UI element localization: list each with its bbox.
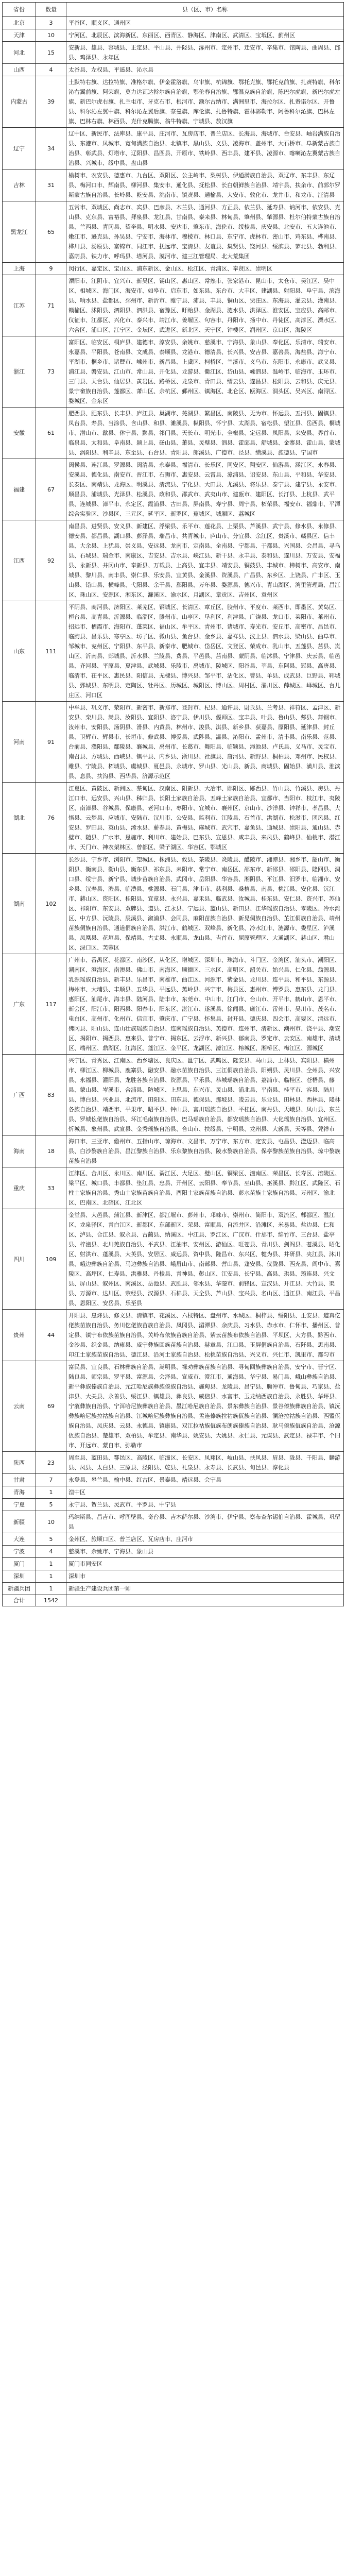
names-cell: 太谷县、左权县、平遥县、沁水县 xyxy=(66,64,344,76)
names-cell: 闵行区、嘉定区、宝山区、浦东新区、金山区、松江区、青浦区、奉贤区、崇明区 xyxy=(66,263,344,275)
province-cell: 宁波 xyxy=(3,1546,36,1558)
province-cell: 安徽 xyxy=(3,408,36,459)
table-row xyxy=(3,1511,344,1533)
count-cell: 73 xyxy=(36,336,66,408)
table-row xyxy=(3,336,344,408)
table-row xyxy=(3,1499,344,1511)
count-cell: 65 xyxy=(36,201,66,263)
province-cell: 江苏 xyxy=(3,275,36,336)
names-cell: 安新县、雄县、容城县、正定县、平山县、井陉县、涿州市、定州市、迁安市、辛集市、馆陶县、曲周县、邱县、鸡泽县、永年区 xyxy=(66,42,344,64)
count-cell: 1 xyxy=(36,1570,66,1583)
province-cell: 湖北 xyxy=(3,783,36,854)
table-row xyxy=(3,1452,344,1474)
header-row xyxy=(3,3,344,17)
table-row xyxy=(3,1361,344,1452)
province-cell: 河北 xyxy=(3,42,36,64)
province-cell: 吉林 xyxy=(3,170,36,201)
names-cell: 土默特右旗、达拉特旗、准格尔旗、伊金霍洛旗、乌审旗、杭锦旗、鄂托克旗、鄂托克前旗、扎赉特旗、科尔沁右翼前旗、阿荣旗、莫力达瓦达斡尔族自治旗、鄂伦春自治旗、鄂温克族自治旗、陈巴尔虎旗、新巴尔虎左旗、新巴尔虎右旗、扎兰屯市、牙克石市、根河市、额尔古纳市、满洲里市、海拉尔区、扎赉诺尔区、开鲁县、科尔沁左翼中旗、科尔沁左翼后旗、奈曼旗、库伦旗、扎鲁特旗、霍林郭勒市、阿鲁科尔沁旗、巴林左旗、巴林右旗、林西县、克什克腾旗、翁牛特旗、宁城县、敖汉旗 xyxy=(66,76,344,128)
table-row xyxy=(3,1595,344,1606)
province-cell: 新疆兵团 xyxy=(3,1583,36,1595)
names-cell: 平阴县、商河县、济阳区、莱芜区、钢城区、长清区、章丘区、胶州市、平度市、莱西市、即墨区、黄岛区、桓台县、高青县、沂源县、临淄区、滕州市、山亭区、垦利区、利津县、广饶县、龙口市、莱阳市、莱州市、招远市、栖霞市、海阳市、蓬莱区、福山区、牟平区、青州市、诸城市、寿光市、安丘市、高密市、昌邑市、临朐县、昌乐县、寒亭区、坊子区、微山县、鱼台县、金乡县、嘉祥县、汶上县、泗水县、梁山县、曲阜市、邹城市、兖州区、宁阳县、东平县、新泰市、肥城市、岱岳区、文登区、荣成市、乳山市、五莲县、莒县、岚山区、沂南县、郯城县、沂水县、兰陵县、费县、平邑县、莒南县、蒙阴县、临沭县、宁津县、庆云县、临邑县、齐河县、平原县、夏津县、武城县、乐陵市、禹城市、陵城区、阳谷县、莘县、东阿县、冠县、高唐县、临清市、茌平区、惠民县、阳信县、无棣县、博兴县、邹平市、沾化区、曹县、单县、成武县、巨野县、郓城县、鄄城县、东明县、定陶区、牡丹区、历城区、城阳区、博山区、周村区、淄川区、薛城区、峄城区、台儿庄区、河口区 xyxy=(66,601,344,702)
table-row xyxy=(3,1474,344,1486)
names-cell xyxy=(66,1595,344,1606)
province-cell: 四川 xyxy=(3,1209,36,1310)
province-cell: 深圳 xyxy=(3,1570,36,1583)
names-cell: 开阳县、息烽县、修文县、清镇市、花溪区、六枝特区、盘州市、水城区、桐梓县、绥阳县、正安县、道真仡佬族苗族自治县、务川仡佬族苗族自治县、凤冈县、湄潭县、余庆县、习水县、赤水市、仁怀市、播州区、普定县、镇宁布依族苗族自治县、关岭布依族苗族自治县、紫云苗族布依族自治县、平坝区、大方县、黔西市、金沙县、织金县、纳雍县、威宁彝族回族苗族自治县、赫章县、江口县、玉屏侗族自治县、石阡县、思南县、印江土家族苗族自治县、德江县、沿河土家族自治县、松桃苗族自治县、兴义市、兴仁市、凯里市、都匀市 xyxy=(66,1310,344,1361)
county-list-table xyxy=(2,2,344,1606)
count-cell: 18 xyxy=(36,1136,66,1167)
count-cell: 1 xyxy=(36,1558,66,1570)
names-cell: 永宁县、贺兰县、灵武市、平罗县、中宁县 xyxy=(66,1499,344,1511)
table-row xyxy=(3,1486,344,1499)
names-cell: 辽中区、新民市、法库县、康平县、庄河市、瓦房店市、普兰店区、长海县、海城市、台安县、岫岩满族自治县、东港市、凤城市、宽甸满族自治县、北镇市、黑山县、义县、凌海市、盖州市、大石桥市、阜新蒙古族自治县、彰武县、灯塔市、辽阳县、昌图县、开原市、铁岭县、西丰县、建平县、凌源市、喀喇沁左翼蒙古族自治县、兴城市、绥中县、盘山县 xyxy=(66,128,344,170)
count-cell: 33 xyxy=(36,1167,66,1209)
names-cell: 新疆生产建设兵团第一师 xyxy=(66,1583,344,1595)
names-cell: 富阳区、临安区、桐庐县、建德市、淳安县、余姚市、慈溪市、宁海县、象山县、奉化区、乐清市、瑞安市、永嘉县、平阳县、苍南县、文成县、泰顺县、龙港市、德清县、长兴县、安吉县、嘉善县、海盐县、海宁市、平湖市、桐乡市、诸暨市、嵊州市、新昌县、上虞区、柯桥区、兰溪市、义乌市、东阳市、永康市、武义县、浦江县、磐安县、江山市、常山县、开化县、龙游县、衢江区、岱山县、嵊泗县、温岭市、临海市、玉环市、三门县、天台县、仙居县、黄岩区、路桥区、龙泉市、青田县、缙云县、遂昌县、松阳县、云和县、庆元县、景宁畲族自治县、莲都区、萧山区、余杭区、鄞州区、镇海区、北仑区、瓯海区、洞头区、吴兴区、南浔区、婺城区、金东区 xyxy=(66,336,344,408)
province-cell: 合计 xyxy=(3,1595,36,1606)
count-cell: 61 xyxy=(36,408,66,459)
province-cell: 重庆 xyxy=(3,1167,36,1209)
table-row xyxy=(3,1310,344,1361)
count-cell: 76 xyxy=(36,783,66,854)
names-cell: 江夏区、黄陂区、新洲区、蔡甸区、汉南区、阳新县、大冶市、郧阳区、郧西县、竹山县、竹溪县、房县、丹江口市、远安县、兴山县、秭归县、长阳土家族自治县、五峰土家族自治县、宜都市、当阳市、枝江市、夷陵区、南漳县、谷城县、保康县、老河口市、枣阳市、宜城市、襄州区、京山市、沙洋县、钟祥市、孝昌县、大悟县、云梦县、应城市、安陆市、汉川市、公安县、监利市、江陵县、石首市、洪湖市、松滋市、团风县、红安县、罗田县、英山县、浠水县、蕲春县、黄梅县、麻城市、武穴市、嘉鱼县、通城县、崇阳县、通山县、赤壁市、随县、广水市、恩施市、利川市、建始县、巴东县、宣恩县、咸丰县、来凤县、鹤峰县、仙桃市、潜江市、天门市、神农架林区、曾都区、梁子湖区、华容区、鄂城区 xyxy=(66,783,344,854)
province-cell: 青海 xyxy=(3,1486,36,1499)
count-cell: 69 xyxy=(36,1361,66,1452)
table-body xyxy=(3,17,344,1606)
province-cell: 广东 xyxy=(3,954,36,1055)
count-cell: 4 xyxy=(36,1546,66,1558)
names-cell: 金州区、旅顺口区、普兰店区、瓦房店市、庄河市 xyxy=(66,1533,344,1546)
province-cell: 甘肃 xyxy=(3,1474,36,1486)
count-cell: 5 xyxy=(36,1533,66,1546)
table-header xyxy=(3,3,344,17)
count-cell: 91 xyxy=(36,702,66,783)
count-cell: 71 xyxy=(36,275,66,336)
table-row xyxy=(3,29,344,42)
names-cell: 富民县、宜良县、石林彝族自治县、嵩明县、禄劝彝族苗族自治县、寻甸回族彝族自治县、安宁市、晋宁区、陆良县、师宗县、罗平县、富源县、会泽县、宣威市、澄江市、通海县、华宁县、易门县、峨山彝族自治县、新平彝族傣族自治县、元江哈尼族彝族傣族自治县、施甸县、龙陵县、昌宁县、腾冲市、鲁甸县、巧家县、盐津县、大关县、永善县、绥江县、镇雄县、彝良县、威信县、水富市、玉龙纳西族自治县、永胜县、华坪县、宁蒗彝族自治县、宁洱哈尼族彝族自治县、墨江哈尼族自治县、景东彝族自治县、景谷傣族彝族自治县、镇沅彝族哈尼族拉祜族自治县、江城哈尼族彝族自治县、孟连傣族拉祜族佤族自治县、澜沧拉祜族自治县、西盟佤族自治县、凤庆县、云县、永德县、镇康县、双江拉祜族佤族布朗族傣族自治县、耿马傣族佤族自治县、沧源佤族自治县、楚雄市、双柏县、牟定县、南华县、姚安县、大姚县、永仁县、元谋县、武定县、禄丰市、个旧市、开远市、蒙自市、弥勒市 xyxy=(66,1361,344,1452)
names-cell: 南昌县、进贤县、安义县、新建区、浮梁县、乐平市、莲花县、上栗县、芦溪县、武宁县、修水县、永修县、德安县、都昌县、湖口县、彭泽县、瑞昌市、共青城市、庐山市、分宜县、余江区、贵溪市、赣县区、信丰县、大余县、上犹县、崇义县、安远县、龙南市、定南县、全南县、宁都县、于都县、兴国县、会昌县、寻乌县、石城县、瑞金市、南康区、吉安县、吉水县、峡江县、新干县、永丰县、泰和县、遂川县、万安县、安福县、永新县、井冈山市、奉新县、万载县、上高县、宜丰县、靖安县、铜鼓县、丰城市、樟树市、高安市、南城县、黎川县、南丰县、崇仁县、乐安县、宜黄县、金溪县、资溪县、广昌县、东乡区、上饶县、广丰区、玉山县、铅山县、横峰县、弋阳县、余干县、鄱阳县、万年县、婺源县、德兴市、青山湖区、湾里管理局、昌江区、珠山区、安源区、湘东区、濂溪区、渝水区、月湖区、章贡区、吉州区、袁州区 xyxy=(66,520,344,601)
province-cell: 云南 xyxy=(3,1361,36,1452)
count-cell: 83 xyxy=(36,1055,66,1136)
table-row xyxy=(3,854,344,954)
province-cell: 大连 xyxy=(3,1533,36,1546)
table-row xyxy=(3,783,344,854)
table-row xyxy=(3,1533,344,1546)
count-cell: 117 xyxy=(36,954,66,1055)
province-cell: 浙江 xyxy=(3,336,36,408)
names-cell: 周至县、蓝田县、鄠邑区、高陵区、临潼区、长安区、凤翔区、岐山县、扶风县、眉县、陇县、千阳县、麟游县、凤县、太白县、三原县、泾阳县、乾县、礼泉县、永寿县、长武县、旬邑县、淳化县 xyxy=(66,1452,344,1474)
count-cell: 4 xyxy=(36,64,66,76)
table-row xyxy=(3,17,344,29)
province-cell: 新疆 xyxy=(3,1511,36,1533)
table-row xyxy=(3,459,344,520)
count-cell: 31 xyxy=(36,170,66,201)
count-cell: 39 xyxy=(36,76,66,128)
province-cell: 天津 xyxy=(3,29,36,42)
province-cell: 北京 xyxy=(3,17,36,29)
names-cell: 兴宁区、青秀区、江南区、西乡塘区、良庆区、邕宁区、武鸣区、隆安县、马山县、上林县、宾阳县、横州市、柳江区、柳城县、鹿寨县、融安县、融水苗族自治县、三江侗族自治县、阳朔县、灵川县、全州县、兴安县、永福县、灌阳县、龙胜各族自治县、资源县、平乐县、恭城瑶族自治县、荔浦市、临桂区、苍梧县、藤县、蒙山县、岑溪市、合浦县、防城区、上思县、东兴市、灵山县、浦北县、平南县、桂平市、容县、陆川县、博白县、兴业县、北流市、田阳区、田东县、德保县、那坡县、凌云县、乐业县、田林县、西林县、隆林各族自治县、靖西市、平果市、昭平县、钟山县、富川瑶族自治县、平桂区、南丹县、天峨县、凤山县、东兰县、罗城仫佬族自治县、环江毛南族自治县、巴马瑶族自治县、都安瑶族自治县、大化瑶族自治县、宜州区、忻城县、象州县、武宣县、金秀瑶族自治县、合山市、扶绥县、宁明县、龙州县、大新县、天等县、凭祥市 xyxy=(66,1055,344,1136)
province-cell: 陕西 xyxy=(3,1452,36,1474)
table-row xyxy=(3,601,344,702)
count-cell: 102 xyxy=(36,854,66,954)
table-row xyxy=(3,520,344,601)
names-cell: 中牟县、巩义市、荥阳市、新密市、新郑市、登封市、杞县、通许县、尉氏县、兰考县、祥符区、孟津区、新安县、栾川县、嵩县、汝阳县、宜阳县、洛宁县、伊川县、偃师区、宝丰县、叶县、鲁山县、郏县、舞钢市、汝州市、安阳县、汤阴县、滑县、内黄县、林州市、浚县、淇县、新乡县、获嘉县、原阳县、延津县、封丘县、卫辉市、辉县市、长垣市、修武县、博爱县、武陟县、温县、沁阳市、孟州市、清丰县、南乐县、范县、台前县、濮阳县、鄢陵县、襄城县、禹州市、长葛市、舞阳县、临颍县、渑池县、卢氏县、义马市、灵宝市、南召县、方城县、西峡县、镇平县、内乡县、淅川县、社旗县、唐河县、新野县、桐柏县、邓州市、民权县、睢县、宁陵县、柘城县、虞城县、夏邑县、永城市、罗山县、光山县、新县、商城县、固始县、潢川县、淮滨县、息县、扶沟县、西华县、济源示范区 xyxy=(66,702,344,783)
header-names: 县（区、市）名称 xyxy=(66,3,344,17)
count-cell: 67 xyxy=(36,459,66,520)
names-cell: 平谷区、顺义区、通州区 xyxy=(66,17,344,29)
names-cell: 宁河区、北辰区、滨海新区、东丽区、西青区、静海区、津南区、武清区、宝坻区、蓟州区 xyxy=(66,29,344,42)
province-cell: 福建 xyxy=(3,459,36,520)
table-row xyxy=(3,42,344,64)
province-cell: 山东 xyxy=(3,601,36,702)
count-cell: 92 xyxy=(36,520,66,601)
count-cell: 23 xyxy=(36,1452,66,1474)
header-province: 省份 xyxy=(3,3,36,17)
count-cell: 10 xyxy=(36,29,66,42)
header-count: 数量 xyxy=(36,3,66,17)
table-row xyxy=(3,170,344,201)
names-cell: 闽侯县、连江县、罗源县、闽清县、永泰县、福清市、长乐区、同安区、翔安区、仙游县、涵江区、永春县、安溪县、德化县、南安市、晋江市、石狮市、惠安县、云霄县、漳浦县、诏安县、东山县、平和县、华安县、长泰区、南靖县、龙海区、明溪县、清流县、宁化县、大田县、尤溪县、将乐县、泰宁县、建宁县、永安市、顺昌县、浦城县、光泽县、松溪县、政和县、邵武市、武夷山市、建瓯市、建阳区、长汀县、上杭县、武平县、连城县、漳平市、永定区、霞浦县、古田县、屏南县、寿宁县、周宁县、柘荣县、福安市、福鼎市、平潭综合实验区、沙县区、三元区、延平区、新罗区、蕉城区、城厢区、荔城区 xyxy=(66,459,344,520)
names-cell: 永登县、皋兰县、榆中县、红古区、景泰县、靖远县、会宁县 xyxy=(66,1474,344,1486)
province-cell: 河南 xyxy=(3,702,36,783)
table-row xyxy=(3,1136,344,1167)
province-cell: 贵州 xyxy=(3,1310,36,1361)
count-cell: 111 xyxy=(36,601,66,702)
count-cell: 5 xyxy=(36,1499,66,1511)
table-row xyxy=(3,408,344,459)
province-cell: 辽宁 xyxy=(3,128,36,170)
province-cell: 黑龙江 xyxy=(3,201,36,263)
table-row xyxy=(3,954,344,1055)
names-cell: 长沙县、宁乡市、浏阳市、望城区、株洲县、攸县、茶陵县、炎陵县、醴陵市、湘潭县、湘乡市、韶山市、衡阳县、衡南县、衡山县、衡东县、祁东县、耒阳市、常宁市、南岳区、邵东市、新邵县、邵阳县、隆回县、洞口县、绥宁县、新宁县、城步苗族自治县、武冈市、岳阳县、华容县、湘阴县、平江县、汨罗市、临湘市、安乡县、汉寿县、澧县、临澧县、桃源县、石门县、津市市、慈利县、桑植县、南县、桃江县、安化县、沅江市、赫山区、资阳区、桂阳县、宜章县、永兴县、嘉禾县、临武县、汝城县、桂东县、安仁县、资兴市、苏仙区、祁阳市、东安县、双牌县、道县、江永县、宁远县、蓝山县、新田县、江华瑶族自治县、零陵区、冷水滩区、中方县、沅陵县、辰溪县、溆浦县、会同县、麻阳苗族自治县、新晃侗族自治县、芷江侗族自治县、靖州苗族侗族自治县、通道侗族自治县、洪江市、鹤城区、双峰县、新化县、冷水江市、涟源市、娄星区、泸溪县、凤凰县、花垣县、保靖县、古丈县、永顺县、龙山县、吉首市、屈原管理区、大通湖区、赫山区、君山区、渌口区、芙蓉区 xyxy=(66,854,344,954)
province-cell: 广西 xyxy=(3,1055,36,1136)
names-cell: 湟中区 xyxy=(66,1486,344,1499)
table-row xyxy=(3,702,344,783)
count-cell: 34 xyxy=(36,128,66,170)
table-row xyxy=(3,1583,344,1595)
count-cell: 9 xyxy=(36,263,66,275)
count-cell: 1542 xyxy=(36,1595,66,1606)
count-cell: 3 xyxy=(36,17,66,29)
table-row xyxy=(3,1570,344,1583)
names-cell: 广州市、番禺区、花都区、南沙区、从化区、增城区、深圳市、珠海市、斗门区、金湾区、汕头市、潮阳区、潮南区、澄海区、南澳县、佛山市、南海区、顺德区、三水区、高明区、韶关市、始兴县、仁化县、翁源县、乳源瑶族自治县、新丰县、乐昌市、南雄市、曲江区、河源市、紫金县、龙川县、连平县、和平县、东源县、梅州市、大埔县、丰顺县、五华县、平远县、蕉岭县、兴宁市、梅县区、惠州市、博罗县、惠东县、龙门县、惠阳区、汕尾市、海丰县、陆河县、陆丰市、东莞市、中山市、江门市、台山市、开平市、鹤山市、恩平市、新会区、阳江市、阳西县、阳春市、阳东区、湛江市、遂溪县、徐闻县、廉江市、雷州市、吴川市、茂名市、电白区、高州市、化州市、信宜市、肇庆市、广宁县、怀集县、封开县、德庆县、四会市、高要区、清远市、佛冈县、阳山县、连山壮族瑶族自治县、连南瑶族自治县、英德市、连州市、清新区、潮州市、饶平县、潮安区、揭阳市、揭西县、惠来县、普宁市、揭东区、云浮市、新兴县、郁南县、罗定市、云安区、南雄市、清城区、端州区、鼎湖区、江海区、蓬江区、金平区、龙湖区、濠江区、榕城区、湘桥区、梅江区、源城区 xyxy=(66,954,344,1055)
table-row xyxy=(3,76,344,128)
names-cell: 榆树市、农安县、德惠市、九台区、双阳区、公主岭市、梨树县、伊通满族自治县、双辽市、东丰县、东辽县、梅河口市、辉南县、柳河县、集安市、通化县、抚松县、长白朝鲜族自治县、靖宇县、扶余市、前郭尔罗斯蒙古族自治县、长岭县、乾安县、洮南市、镇赉县、通榆县、大安市、敦化市、龙井市、和龙市、汪清县 xyxy=(66,170,344,201)
names-cell: 肥西县、肥东县、长丰县、庐江县、巢湖市、芜湖县、繁昌区、南陵县、无为市、怀远县、五河县、固镇县、凤台县、寿县、当涂县、含山县、和县、濉溪县、枞阳县、怀宁县、太湖县、宿松县、望江县、岳西县、桐城市、潜山市、歙县、休宁县、黟县、祁门县、天长市、明光市、全椒县、定远县、凤阳县、来安县、界首市、临泉县、太和县、阜南县、颍上县、砀山县、萧县、灵璧县、泗县、霍邱县、舒城县、金寨县、霍山县、蒙城县、涡阳县、利辛县、东至县、石台县、青阳县、郎溪县、广德市、泾县、绩溪县、旌德县、宁国市 xyxy=(66,408,344,459)
table-row xyxy=(3,1558,344,1570)
province-cell: 海南 xyxy=(3,1136,36,1167)
province-cell: 湖南 xyxy=(3,854,36,954)
table-row xyxy=(3,1167,344,1209)
count-cell: 109 xyxy=(36,1209,66,1310)
names-cell: 慈溪市、余姚市、宁海县、象山县 xyxy=(66,1546,344,1558)
table-row xyxy=(3,1546,344,1558)
count-cell: 1 xyxy=(36,1486,66,1499)
names-cell: 金堂县、大邑县、蒲江县、新津区、都江堰市、彭州市、邛崃市、崇州市、简阳市、双流区、郫都区、温江区、龙泉驿区、青白江区、新都区、东部新区、荣县、富顺县、自流井区、沿滩区、米易县、盐边县、仁和区、泸县、合江县、叙永县、古蔺县、纳溪区、中江县、罗江区、广汉市、什邡市、绵竹市、三台县、盐亭县、梓潼县、北川羌族自治县、平武县、江油市、安州区、游仙区、旺苍县、青川县、剑阁县、苍溪县、昭化区、射洪市、蓬溪县、大英县、安居区、威远县、资中县、隆昌市、东兴区、犍为县、井研县、夹江县、沐川县、峨边彝族自治县、马边彝族自治县、峨眉山市、南部县、营山县、蓬安县、仪陇县、西充县、阆中市、嘉陵区、高坪区、仁寿县、洪雅县、丹棱县、青神县、彭山区、江安县、长宁县、高县、珙县、筠连县、兴文县、屏山县、叙州区、南溪区、岳池县、武胜县、邻水县、华蓥市、前锋区、宣汉县、开江县、大竹县、渠县、万源市、达川区、荥经县、汉源县、石棉县、天全县、芦山县、宝兴县、名山区、通江县、南江县、平昌县、恩阳区、安岳县、乐至县 xyxy=(66,1209,344,1310)
names-cell: 溧阳市、江阴市、宜兴市、新吴区、锡山区、惠山区、常熟市、张家港市、昆山市、太仓市、吴江区、吴中区、相城区、海门区、海安市、如皋市、启东市、如东县、东台市、大丰区、建湖县、射阳县、阜宁县、滨海县、响水县、盐都区、邳州市、新沂市、睢宁县、沛县、丰县、铜山区、贾汪区、东海县、灌云县、灌南县、赣榆区、沭阳县、泗阳县、泗洪县、宿豫区、盱眙县、金湖县、涟水县、洪泽区、淮安区、宝应县、高邮市、仪征市、江都区、兴化市、泰兴市、靖江市、姜堰区、句容市、丹阳市、扬中市、丹徒区、高淳区、溧水区、六合区、浦口区、江宁区、金坛区、武进区、新北区、天宁区、钟楼区、润州区、京口区、海陵区 xyxy=(66,275,344,336)
table-row xyxy=(3,1209,344,1310)
province-cell: 江西 xyxy=(3,520,36,601)
count-cell: 10 xyxy=(36,1511,66,1533)
table-row xyxy=(3,201,344,263)
province-cell: 厦门 xyxy=(3,1558,36,1570)
province-cell: 山西 xyxy=(3,64,36,76)
province-cell: 内蒙古 xyxy=(3,76,36,128)
count-cell: 7 xyxy=(36,1474,66,1486)
names-cell: 深圳市 xyxy=(66,1570,344,1583)
table-row xyxy=(3,263,344,275)
table-row xyxy=(3,1055,344,1136)
count-cell: 15 xyxy=(36,42,66,64)
province-cell: 上海 xyxy=(3,263,36,275)
count-cell: 1 xyxy=(36,1583,66,1595)
names-cell: 玛纳斯县、昌吉市、呼图壁县、奇台县、吉木萨尔县、沙湾市、伊宁县、察布查尔锡伯自治县、霍城县、巩留县 xyxy=(66,1511,344,1533)
names-cell: 江津区、合川区、永川区、南川区、綦江区、大足区、璧山区、铜梁区、潼南区、荣昌区、长寿区、涪陵区、梁平区、城口县、丰都县、垫江县、忠县、开州区、云阳县、奉节县、巫山县、巫溪县、黔江区、武隆区、石柱土家族自治县、秀山土家族苗族自治县、酉阳土家族苗族自治县、彭水苗族土家族自治县、万州区、渝北区、巴南区、北碚区、江北区 xyxy=(66,1167,344,1209)
names-cell: 海口市、三亚市、儋州市、五指山市、琼海市、文昌市、万宁市、东方市、定安县、屯昌县、澄迈县、临高县、白沙黎族自治县、昌江黎族自治县、乐东黎族自治县、陵水黎族自治县、保亭黎族苗族自治县、琼中黎族苗族自治县 xyxy=(66,1136,344,1167)
names-cell: 五常市、双城区、尚志市、宾县、巴彦县、木兰县、通河县、方正县、依兰县、延寿县、讷河市、依安县、克山县、克东县、富裕县、拜泉县、龙江县、甘南县、泰来县、林甸县、肇州县、肇源县、杜尔伯特蒙古族自治县、兰西县、青冈县、望奎县、明水县、安达市、肇东市、海伦市、绥棱县、庆安县、北安市、五大连池市、嫩江市、逊克县、孙吴县、宁安市、海林市、穆棱市、林口县、东宁市、虎林市、密山市、鸡东县、桦南县、桦川县、汤原县、富锦市、同江市、抚远市、宝清县、友谊县、集贤县、饶河县、绥滨县、萝北县、勃利县、嘉荫县、铁力市、呼玛县、塔河县、漠河市、建三江管理局、北大荒集团 xyxy=(66,201,344,263)
names-cell: 厦门市同安区 xyxy=(66,1558,344,1570)
province-cell: 宁夏 xyxy=(3,1499,36,1511)
table-row xyxy=(3,128,344,170)
table-row xyxy=(3,64,344,76)
table-row xyxy=(3,275,344,336)
count-cell: 44 xyxy=(36,1310,66,1361)
